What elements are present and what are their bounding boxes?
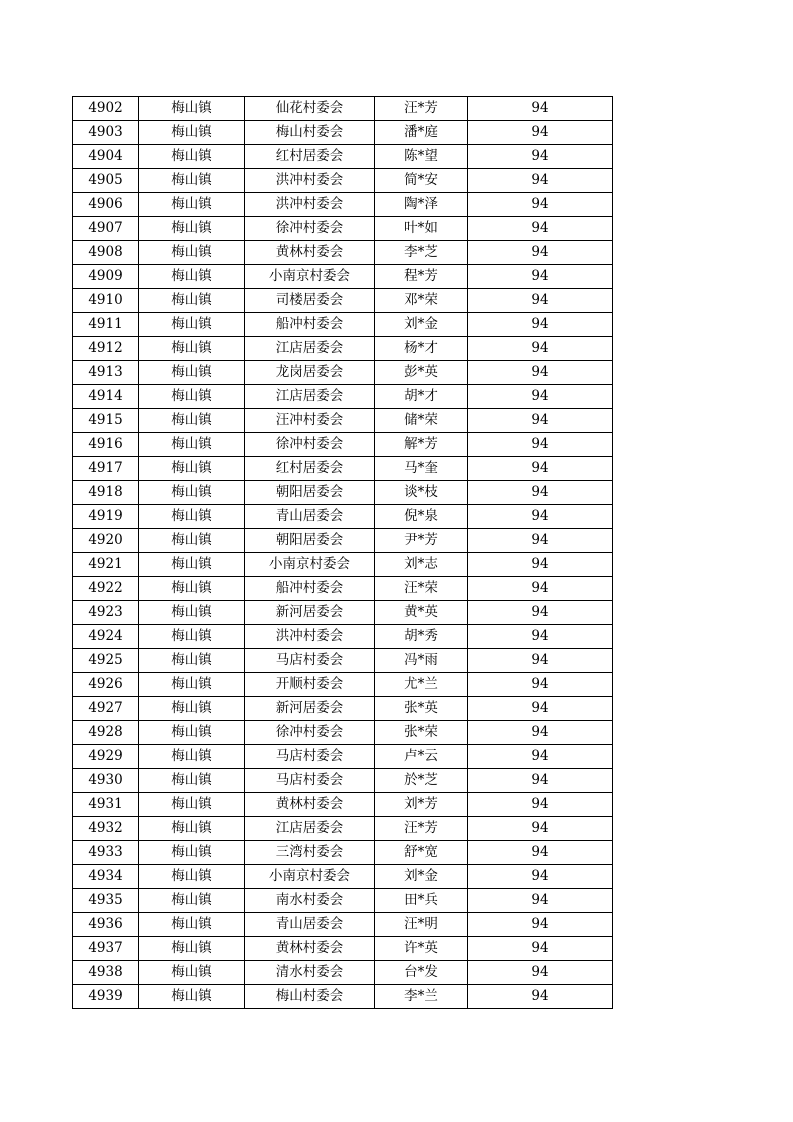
row-number-cell: 4925 (73, 649, 139, 673)
row-number-cell: 4922 (73, 577, 139, 601)
row-number-cell: 4908 (73, 241, 139, 265)
row-number-cell: 4939 (73, 985, 139, 1009)
name-cell: 杨*才 (375, 337, 468, 361)
village-committee-cell: 黄林村委会 (245, 937, 375, 961)
town-cell: 梅山镇 (139, 793, 245, 817)
name-cell: 叶*如 (375, 217, 468, 241)
score-cell: 94 (468, 145, 613, 169)
row-number-cell: 4914 (73, 385, 139, 409)
row-number-cell: 4907 (73, 217, 139, 241)
row-number-cell: 4923 (73, 601, 139, 625)
table-row (73, 169, 613, 193)
score-cell: 94 (468, 529, 613, 553)
village-committee-cell: 青山居委会 (245, 505, 375, 529)
row-number-cell: 4928 (73, 721, 139, 745)
score-cell: 94 (468, 961, 613, 985)
town-cell: 梅山镇 (139, 985, 245, 1009)
town-cell: 梅山镇 (139, 625, 245, 649)
village-committee-cell: 汪冲村委会 (245, 409, 375, 433)
score-cell: 94 (468, 193, 613, 217)
score-cell: 94 (468, 553, 613, 577)
name-cell: 胡*秀 (375, 625, 468, 649)
score-cell: 94 (468, 289, 613, 313)
table-row (73, 289, 613, 313)
table-row (73, 337, 613, 361)
village-committee-cell: 徐冲村委会 (245, 217, 375, 241)
score-cell: 94 (468, 313, 613, 337)
village-committee-cell: 马店村委会 (245, 649, 375, 673)
score-cell: 94 (468, 841, 613, 865)
row-number-cell: 4934 (73, 865, 139, 889)
table-row (73, 889, 613, 913)
row-number-cell: 4937 (73, 937, 139, 961)
row-number-cell: 4929 (73, 745, 139, 769)
name-cell: 马*奎 (375, 457, 468, 481)
table-row (73, 985, 613, 1009)
row-number-cell: 4918 (73, 481, 139, 505)
town-cell: 梅山镇 (139, 841, 245, 865)
name-cell: 简*安 (375, 169, 468, 193)
village-committee-cell: 洪冲村委会 (245, 193, 375, 217)
name-cell: 台*发 (375, 961, 468, 985)
row-number-cell: 4932 (73, 817, 139, 841)
table-row (73, 505, 613, 529)
score-cell: 94 (468, 241, 613, 265)
score-cell: 94 (468, 673, 613, 697)
town-cell: 梅山镇 (139, 241, 245, 265)
town-cell: 梅山镇 (139, 145, 245, 169)
row-number-cell: 4919 (73, 505, 139, 529)
name-cell: 刘*志 (375, 553, 468, 577)
name-cell: 尤*兰 (375, 673, 468, 697)
town-cell: 梅山镇 (139, 817, 245, 841)
table-row (73, 865, 613, 889)
village-committee-cell: 马店村委会 (245, 769, 375, 793)
town-cell: 梅山镇 (139, 265, 245, 289)
table-row (73, 817, 613, 841)
name-cell: 许*英 (375, 937, 468, 961)
village-committee-cell: 船冲村委会 (245, 313, 375, 337)
name-cell: 陈*望 (375, 145, 468, 169)
name-cell: 刘*金 (375, 865, 468, 889)
score-cell: 94 (468, 385, 613, 409)
table-row (73, 961, 613, 985)
name-cell: 潘*庭 (375, 121, 468, 145)
town-cell: 梅山镇 (139, 649, 245, 673)
village-committee-cell: 红村居委会 (245, 457, 375, 481)
table-row (73, 361, 613, 385)
table-row (73, 841, 613, 865)
score-cell: 94 (468, 361, 613, 385)
name-cell: 汪*芳 (375, 817, 468, 841)
name-cell: 邓*荣 (375, 289, 468, 313)
row-number-cell: 4920 (73, 529, 139, 553)
town-cell: 梅山镇 (139, 217, 245, 241)
town-cell: 梅山镇 (139, 97, 245, 121)
town-cell: 梅山镇 (139, 529, 245, 553)
name-cell: 舒*宽 (375, 841, 468, 865)
table-row (73, 601, 613, 625)
score-cell: 94 (468, 457, 613, 481)
table-row (73, 145, 613, 169)
name-cell: 张*英 (375, 697, 468, 721)
score-cell: 94 (468, 649, 613, 673)
town-cell: 梅山镇 (139, 505, 245, 529)
table-row (73, 697, 613, 721)
score-cell: 94 (468, 745, 613, 769)
village-committee-cell: 江店居委会 (245, 817, 375, 841)
town-cell: 梅山镇 (139, 721, 245, 745)
village-committee-cell: 仙花村委会 (245, 97, 375, 121)
name-cell: 程*芳 (375, 265, 468, 289)
town-cell: 梅山镇 (139, 697, 245, 721)
name-cell: 冯*雨 (375, 649, 468, 673)
row-number-cell: 4933 (73, 841, 139, 865)
row-number-cell: 4906 (73, 193, 139, 217)
town-cell: 梅山镇 (139, 481, 245, 505)
village-committee-cell: 新河居委会 (245, 601, 375, 625)
village-committee-cell: 南水村委会 (245, 889, 375, 913)
town-cell: 梅山镇 (139, 961, 245, 985)
village-committee-cell: 小南京村委会 (245, 265, 375, 289)
table-row (73, 529, 613, 553)
village-committee-cell: 朝阳居委会 (245, 529, 375, 553)
town-cell: 梅山镇 (139, 409, 245, 433)
name-cell: 解*芳 (375, 433, 468, 457)
town-cell: 梅山镇 (139, 553, 245, 577)
score-cell: 94 (468, 337, 613, 361)
row-number-cell: 4902 (73, 97, 139, 121)
score-cell: 94 (468, 865, 613, 889)
name-cell: 尹*芳 (375, 529, 468, 553)
town-cell: 梅山镇 (139, 385, 245, 409)
town-cell: 梅山镇 (139, 433, 245, 457)
score-cell: 94 (468, 625, 613, 649)
name-cell: 汪*芳 (375, 97, 468, 121)
score-cell: 94 (468, 697, 613, 721)
row-number-cell: 4913 (73, 361, 139, 385)
name-cell: 谈*枝 (375, 481, 468, 505)
row-number-cell: 4912 (73, 337, 139, 361)
village-committee-cell: 梅山村委会 (245, 985, 375, 1009)
score-cell: 94 (468, 601, 613, 625)
name-cell: 彭*英 (375, 361, 468, 385)
score-cell: 94 (468, 97, 613, 121)
row-number-cell: 4931 (73, 793, 139, 817)
table-row (73, 793, 613, 817)
table-row (73, 937, 613, 961)
town-cell: 梅山镇 (139, 577, 245, 601)
village-committee-cell: 新河居委会 (245, 697, 375, 721)
row-number-cell: 4915 (73, 409, 139, 433)
table-row (73, 433, 613, 457)
village-committee-cell: 三湾村委会 (245, 841, 375, 865)
score-cell: 94 (468, 769, 613, 793)
name-cell: 黄*英 (375, 601, 468, 625)
table-row (73, 121, 613, 145)
roster-table-body (73, 97, 613, 1009)
town-cell: 梅山镇 (139, 745, 245, 769)
village-committee-cell: 马店村委会 (245, 745, 375, 769)
village-committee-cell: 徐冲村委会 (245, 433, 375, 457)
village-committee-cell: 徐冲村委会 (245, 721, 375, 745)
village-committee-cell: 小南京村委会 (245, 553, 375, 577)
name-cell: 张*荣 (375, 721, 468, 745)
town-cell: 梅山镇 (139, 937, 245, 961)
table-row (73, 481, 613, 505)
village-committee-cell: 红村居委会 (245, 145, 375, 169)
name-cell: 倪*泉 (375, 505, 468, 529)
row-number-cell: 4905 (73, 169, 139, 193)
table-row (73, 457, 613, 481)
name-cell: 胡*才 (375, 385, 468, 409)
village-committee-cell: 船冲村委会 (245, 577, 375, 601)
score-cell: 94 (468, 409, 613, 433)
village-committee-cell: 小南京村委会 (245, 865, 375, 889)
row-number-cell: 4910 (73, 289, 139, 313)
name-cell: 李*芝 (375, 241, 468, 265)
row-number-cell: 4926 (73, 673, 139, 697)
village-committee-cell: 黄林村委会 (245, 241, 375, 265)
score-cell: 94 (468, 265, 613, 289)
village-committee-cell: 江店居委会 (245, 385, 375, 409)
row-number-cell: 4916 (73, 433, 139, 457)
row-number-cell: 4936 (73, 913, 139, 937)
village-committee-cell: 朝阳居委会 (245, 481, 375, 505)
score-cell: 94 (468, 577, 613, 601)
score-cell: 94 (468, 169, 613, 193)
row-number-cell: 4903 (73, 121, 139, 145)
name-cell: 陶*泽 (375, 193, 468, 217)
row-number-cell: 4938 (73, 961, 139, 985)
town-cell: 梅山镇 (139, 361, 245, 385)
name-cell: 刘*芳 (375, 793, 468, 817)
village-committee-cell: 清水村委会 (245, 961, 375, 985)
town-cell: 梅山镇 (139, 289, 245, 313)
row-number-cell: 4935 (73, 889, 139, 913)
village-committee-cell: 洪冲村委会 (245, 625, 375, 649)
town-cell: 梅山镇 (139, 913, 245, 937)
table-row (73, 577, 613, 601)
score-cell: 94 (468, 889, 613, 913)
table-row (73, 313, 613, 337)
town-cell: 梅山镇 (139, 313, 245, 337)
town-cell: 梅山镇 (139, 673, 245, 697)
table-row (73, 553, 613, 577)
score-cell: 94 (468, 433, 613, 457)
score-cell: 94 (468, 721, 613, 745)
name-cell: 李*兰 (375, 985, 468, 1009)
town-cell: 梅山镇 (139, 865, 245, 889)
row-number-cell: 4921 (73, 553, 139, 577)
score-cell: 94 (468, 817, 613, 841)
village-committee-cell: 开顺村委会 (245, 673, 375, 697)
score-cell: 94 (468, 985, 613, 1009)
town-cell: 梅山镇 (139, 193, 245, 217)
table-row (73, 769, 613, 793)
town-cell: 梅山镇 (139, 457, 245, 481)
row-number-cell: 4909 (73, 265, 139, 289)
village-committee-cell: 梅山村委会 (245, 121, 375, 145)
table-row (73, 193, 613, 217)
name-cell: 储*荣 (375, 409, 468, 433)
table-row (73, 649, 613, 673)
name-cell: 刘*金 (375, 313, 468, 337)
village-committee-cell: 洪冲村委会 (245, 169, 375, 193)
row-number-cell: 4904 (73, 145, 139, 169)
name-cell: 汪*荣 (375, 577, 468, 601)
score-cell: 94 (468, 913, 613, 937)
village-committee-cell: 青山居委会 (245, 913, 375, 937)
name-cell: 卢*云 (375, 745, 468, 769)
table-row (73, 385, 613, 409)
table-row (73, 673, 613, 697)
table-row (73, 241, 613, 265)
roster-table (72, 96, 613, 1009)
row-number-cell: 4917 (73, 457, 139, 481)
town-cell: 梅山镇 (139, 601, 245, 625)
town-cell: 梅山镇 (139, 337, 245, 361)
village-committee-cell: 龙岗居委会 (245, 361, 375, 385)
town-cell: 梅山镇 (139, 169, 245, 193)
score-cell: 94 (468, 937, 613, 961)
score-cell: 94 (468, 793, 613, 817)
name-cell: 田*兵 (375, 889, 468, 913)
village-committee-cell: 黄林村委会 (245, 793, 375, 817)
table-row (73, 97, 613, 121)
name-cell: 於*芝 (375, 769, 468, 793)
village-committee-cell: 江店居委会 (245, 337, 375, 361)
row-number-cell: 4924 (73, 625, 139, 649)
village-committee-cell: 司楼居委会 (245, 289, 375, 313)
name-cell: 汪*明 (375, 913, 468, 937)
table-row (73, 409, 613, 433)
row-number-cell: 4911 (73, 313, 139, 337)
table-row (73, 745, 613, 769)
score-cell: 94 (468, 481, 613, 505)
score-cell: 94 (468, 505, 613, 529)
town-cell: 梅山镇 (139, 889, 245, 913)
table-row (73, 625, 613, 649)
row-number-cell: 4927 (73, 697, 139, 721)
table-row (73, 913, 613, 937)
score-cell: 94 (468, 217, 613, 241)
table-row (73, 721, 613, 745)
row-number-cell: 4930 (73, 769, 139, 793)
table-row (73, 217, 613, 241)
score-cell: 94 (468, 121, 613, 145)
table-row (73, 265, 613, 289)
town-cell: 梅山镇 (139, 769, 245, 793)
town-cell: 梅山镇 (139, 121, 245, 145)
